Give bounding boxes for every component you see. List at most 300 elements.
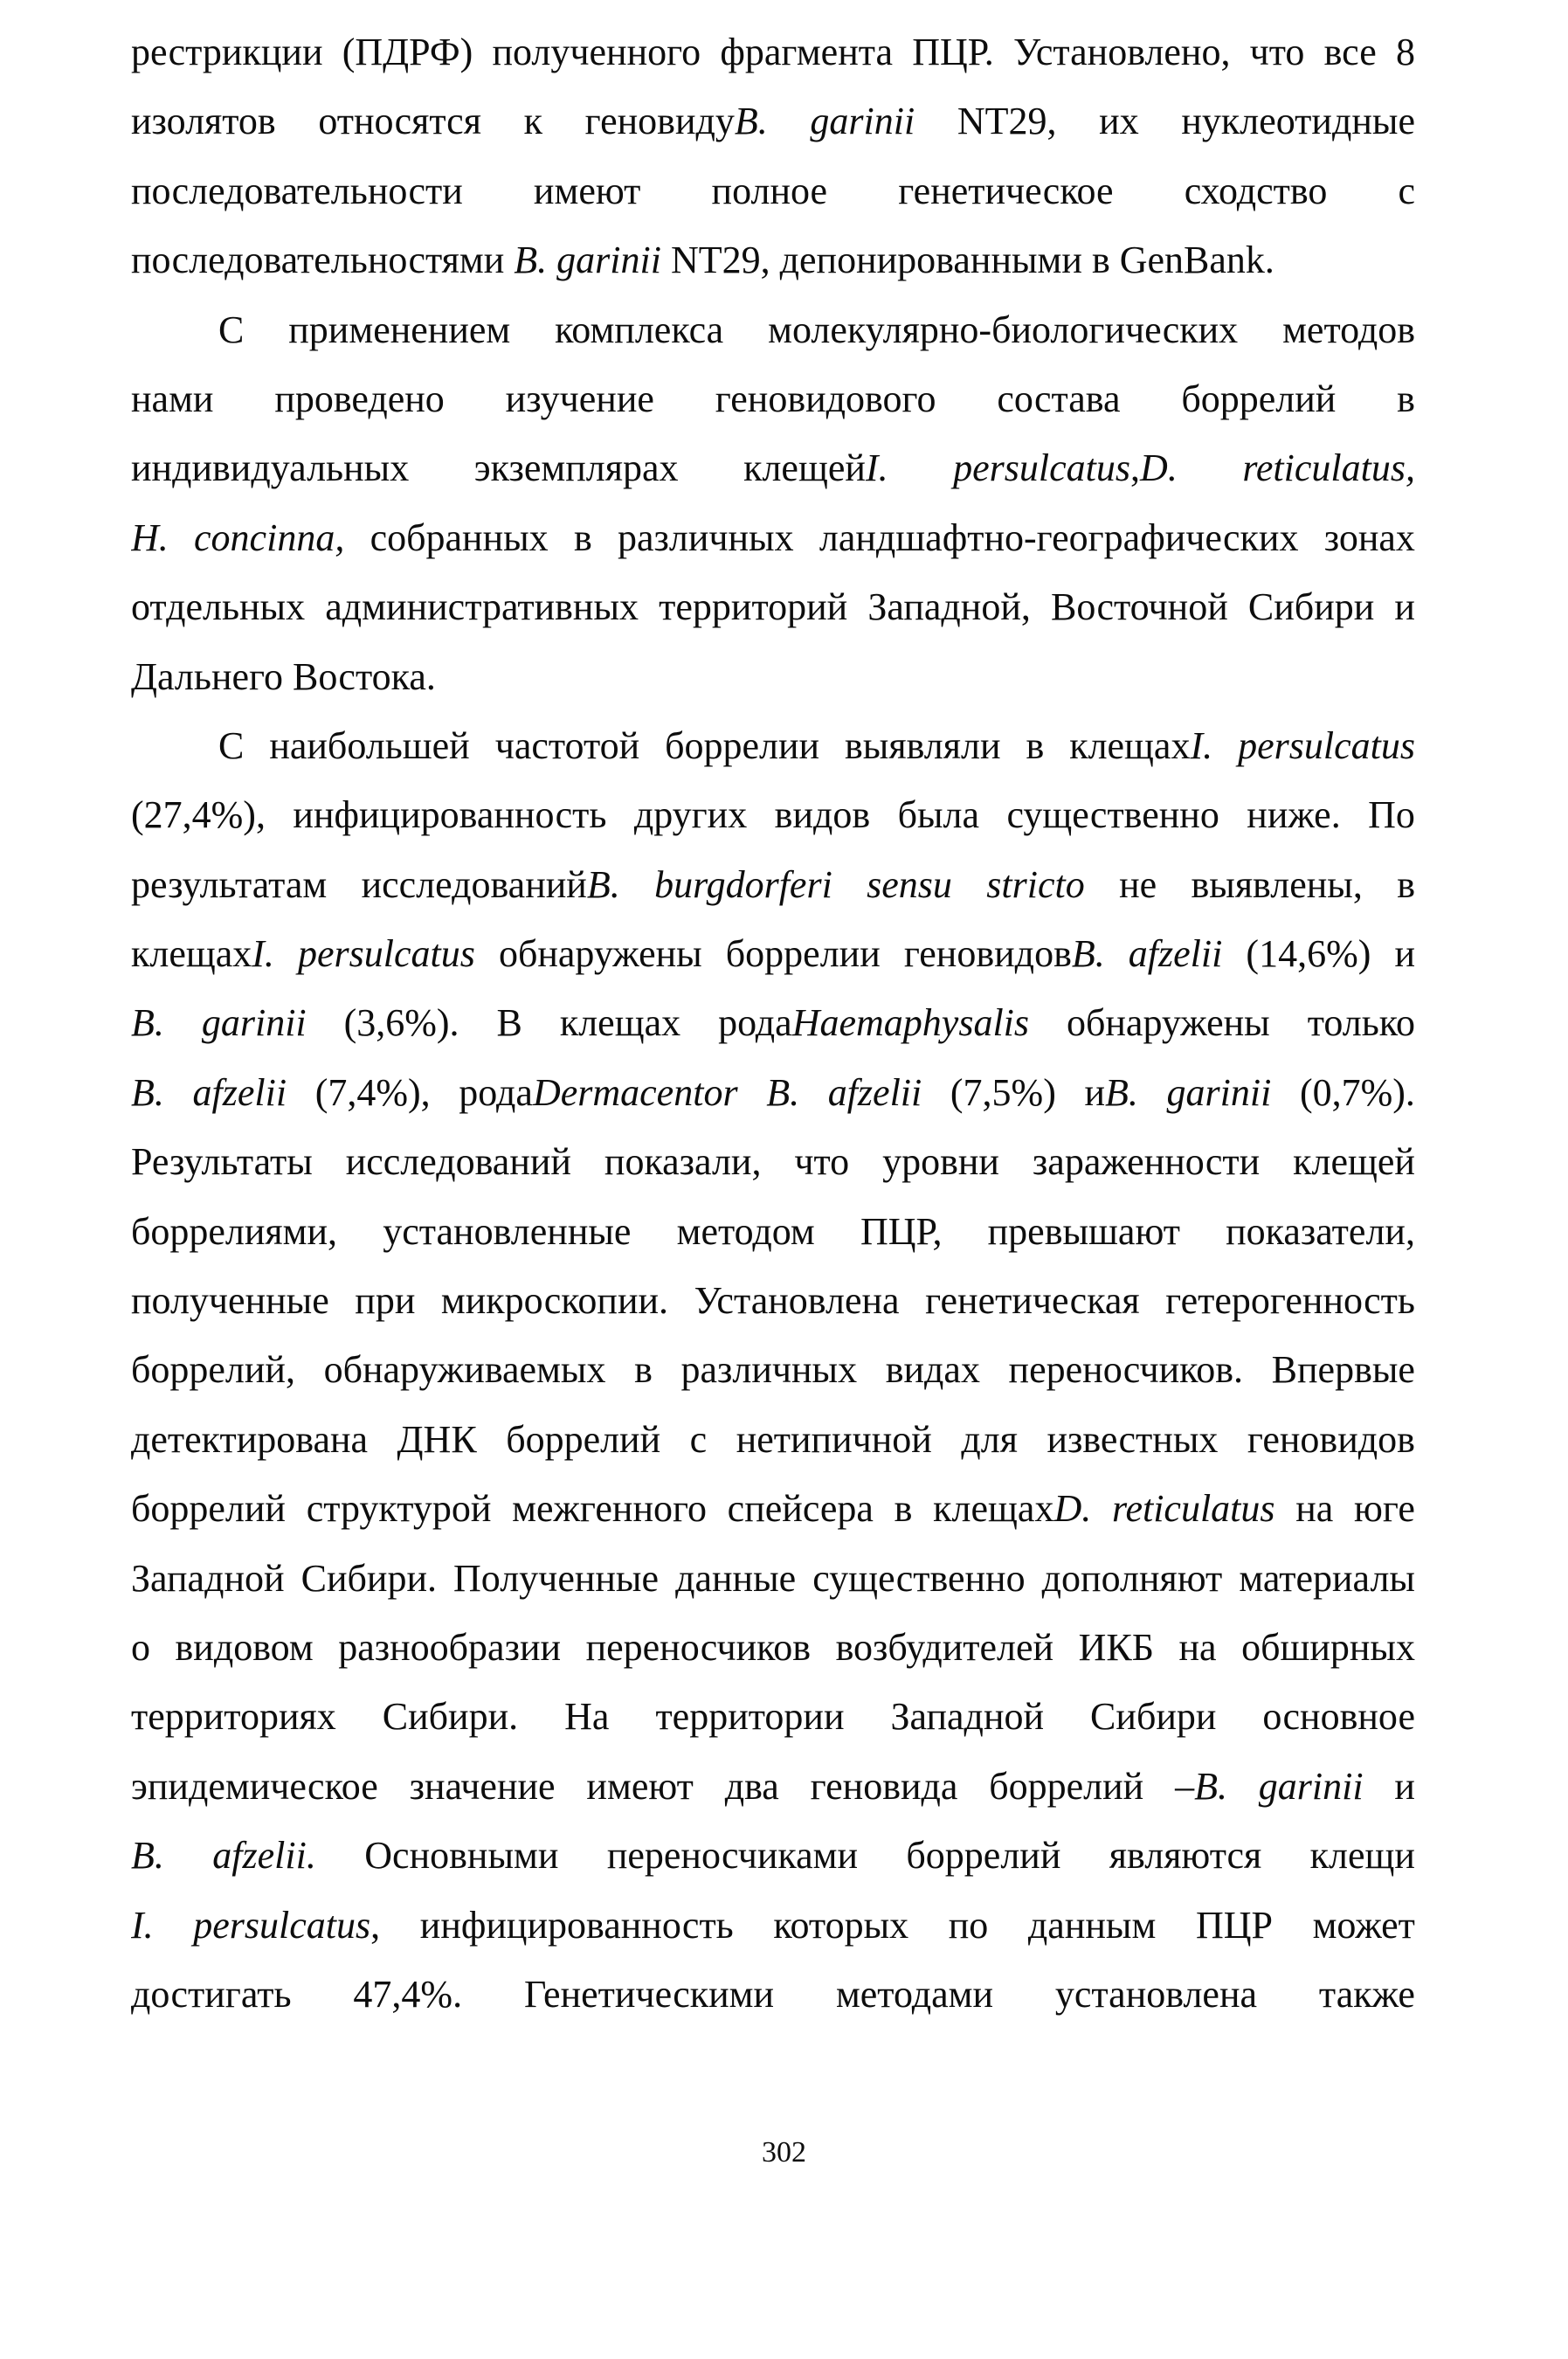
word [1394, 1752, 1415, 1821]
word-part: Установлена [694, 1279, 900, 1323]
word [728, 1474, 874, 1543]
word-part: данным [1027, 1903, 1157, 1947]
word [1394, 919, 1415, 988]
word-part: о [131, 1625, 150, 1669]
italic-word: burgdorferi [654, 862, 832, 906]
word-part: состава [997, 377, 1121, 420]
word-part: не [1119, 862, 1157, 906]
word [1226, 1197, 1415, 1266]
word [512, 1474, 707, 1543]
word [1181, 86, 1415, 156]
word-part: к [523, 100, 542, 143]
text-line [131, 1960, 1415, 2029]
word [506, 364, 654, 433]
word [986, 850, 1084, 919]
word [131, 433, 409, 502]
word [324, 1335, 606, 1404]
word-part: ИКБ [1078, 1625, 1154, 1669]
word-part: на [1295, 1487, 1334, 1531]
italic-word: reticulatus, [1242, 446, 1415, 490]
word-part: других [633, 793, 748, 837]
word [131, 503, 169, 572]
word [933, 1474, 1091, 1543]
word-part: Восточной [1051, 585, 1228, 629]
word [1178, 1613, 1216, 1682]
italic-word: afzelii [1128, 932, 1223, 976]
text-line [131, 1613, 1415, 1682]
word [607, 1821, 858, 1890]
word [726, 919, 881, 988]
word-part: существенно [812, 1556, 1026, 1600]
word-part: ПЦР [1195, 1903, 1273, 1947]
word-part: может [1312, 1903, 1415, 1947]
word-part: нетипичной [736, 1417, 932, 1461]
word-part: только [1307, 1001, 1415, 1045]
text-line [131, 572, 1415, 641]
italic-word: B. [131, 1834, 164, 1878]
word [1129, 919, 1223, 988]
word [1079, 1613, 1154, 1682]
italic-word: persulcatus [193, 1903, 371, 1947]
word-part: что [794, 1140, 850, 1184]
word-part: клещей [1293, 1140, 1415, 1184]
word [1175, 1752, 1227, 1821]
word [586, 1752, 693, 1821]
word [1051, 572, 1228, 641]
word-part: клещей [743, 446, 866, 490]
italic-word: H. [131, 515, 169, 559]
word-part: (14,6%) [1246, 932, 1371, 976]
word [218, 711, 244, 780]
page-number: 302 [762, 2136, 806, 2169]
word [474, 433, 679, 502]
word-part: клещи [1309, 1834, 1415, 1878]
word-part: межгенного [512, 1487, 707, 1531]
word [1394, 572, 1415, 641]
italic-word: I. [252, 932, 274, 976]
word [524, 86, 542, 156]
text-line [131, 1891, 1415, 1960]
word [895, 1474, 913, 1543]
italic-word: persulcatus [953, 446, 1131, 490]
word-part: применением [288, 308, 511, 351]
word [898, 156, 1113, 225]
word [555, 295, 723, 364]
word-part: их [1099, 100, 1139, 143]
word [1368, 780, 1415, 849]
word-part: генетическое [898, 169, 1114, 212]
word-part: обнаруживаемых [323, 1348, 606, 1392]
italic-word: persulcatus [298, 932, 475, 976]
italic-word: afzelii [827, 1070, 922, 1114]
word [1167, 1058, 1272, 1127]
word-part: собранных [370, 515, 549, 559]
word-part: территориях [131, 1695, 336, 1739]
word [193, 1058, 287, 1127]
text-line [131, 1127, 1415, 1196]
word [315, 1058, 431, 1127]
text-line [131, 1752, 1415, 1821]
word [585, 86, 768, 156]
word [680, 1335, 857, 1404]
word [534, 156, 640, 225]
word [131, 850, 327, 919]
word [1239, 1544, 1415, 1613]
text-line [131, 711, 1415, 780]
word-part: ПЦР, [860, 1209, 943, 1253]
word [1026, 711, 1044, 780]
word-part: экземплярах [473, 446, 679, 490]
word [1165, 1266, 1415, 1335]
word [131, 780, 266, 849]
word [828, 1058, 922, 1127]
word [1282, 295, 1415, 364]
word-part: Полученные [453, 1556, 660, 1600]
word [370, 503, 549, 572]
text-line [131, 1544, 1415, 1613]
word-part: Сибири. [382, 1695, 519, 1739]
word [1308, 988, 1415, 1057]
text-line [131, 156, 1415, 225]
word-part: боррелий [1181, 377, 1337, 420]
word [1397, 850, 1415, 919]
word-part: показали, [604, 1140, 762, 1184]
word [1055, 1960, 1257, 2029]
word [193, 1891, 380, 1960]
word [654, 850, 832, 919]
word-part: полное [711, 169, 828, 212]
word [307, 1474, 492, 1543]
word-part: По [1368, 793, 1415, 837]
word [953, 433, 1178, 502]
word-part: отдельных [131, 585, 306, 629]
text-line [131, 1197, 1415, 1266]
word-part: превышают [987, 1209, 1180, 1253]
italic-segment: B. garinii [514, 239, 661, 282]
word [131, 1891, 154, 1960]
word-part: Сибири [1090, 1695, 1217, 1739]
word [1246, 919, 1371, 988]
word-part: генетическая [925, 1279, 1140, 1323]
word [634, 1335, 653, 1404]
word [690, 1405, 708, 1474]
word-part: – [1175, 1764, 1195, 1808]
word [882, 1127, 999, 1196]
word-part: и [1394, 585, 1415, 629]
word [1109, 1821, 1261, 1890]
word-part: Западной [131, 1556, 285, 1600]
word [131, 1960, 292, 2029]
word [574, 503, 592, 572]
word-part: в [634, 1348, 653, 1392]
word-part: с [1398, 169, 1415, 212]
italic-word: persulcatus [1238, 723, 1415, 767]
word [912, 17, 994, 86]
word [618, 503, 794, 572]
word-part: в [1026, 723, 1045, 767]
word [301, 1544, 437, 1613]
italic-word: B. [766, 1070, 800, 1114]
word [794, 1127, 849, 1196]
word-part: детектирована [131, 1417, 369, 1461]
word [1397, 364, 1415, 433]
text-line [131, 364, 1415, 433]
word-part: значение [409, 1764, 556, 1808]
italic-word: Haemaphysalis [791, 1001, 1030, 1045]
word [383, 1197, 631, 1266]
word-part: территорий [659, 585, 848, 629]
word [560, 988, 680, 1057]
word-part: боррелии [665, 723, 820, 767]
word [1033, 1127, 1260, 1196]
word [318, 86, 481, 156]
italic-word: I. [131, 1903, 154, 1947]
word-part: видовом [175, 1625, 314, 1669]
word [131, 1821, 164, 1890]
word-part: боррелиями, [131, 1209, 338, 1253]
word [694, 1266, 900, 1335]
italic-word: B. [734, 100, 768, 143]
word [131, 1058, 164, 1127]
word-part: , [370, 1903, 381, 1947]
word [131, 1335, 295, 1404]
word-part: достигать [131, 1972, 292, 2016]
word-part: при [355, 1279, 416, 1323]
word-part: возбудителей [835, 1625, 1054, 1669]
word-part: дополняют [1041, 1556, 1223, 1600]
word [718, 988, 1029, 1057]
word-part: (0,7%). [1299, 1070, 1415, 1114]
text-segment: последовательностями [131, 239, 515, 282]
word-part: показатели, [1226, 1209, 1415, 1253]
word-part: которых [773, 1903, 909, 1947]
word [997, 364, 1120, 433]
word [131, 1405, 368, 1474]
word-part: В [496, 1001, 522, 1045]
word [1099, 86, 1139, 156]
text-segment: NT29, депонированными в GenBank. [660, 239, 1274, 282]
word-part: территории [655, 1695, 845, 1739]
word [497, 988, 522, 1057]
word-part: исследований [361, 862, 587, 906]
word [383, 1682, 518, 1751]
word [274, 364, 444, 433]
word-part: Сибири. [300, 1556, 437, 1600]
word-part: геновиду [584, 100, 735, 143]
text-line [131, 988, 1415, 1057]
word [131, 17, 322, 86]
italic-word: B. [131, 1070, 164, 1114]
word-part: переносчиками [606, 1834, 859, 1878]
word [768, 295, 1238, 364]
word [131, 364, 213, 433]
word [906, 1821, 1060, 1890]
word [1185, 156, 1328, 225]
word-part: NT29, [957, 100, 1057, 143]
word-part: геновидового [715, 377, 936, 420]
word [492, 17, 701, 86]
word [355, 1266, 415, 1335]
word-part: в [1397, 862, 1415, 906]
word [811, 1752, 958, 1821]
word [212, 1821, 316, 1890]
italic-word: I. [1190, 723, 1213, 767]
word [655, 1682, 844, 1751]
word-part: в [573, 515, 592, 559]
word-part: юге [1354, 1487, 1415, 1531]
word-part: Впервые [1271, 1348, 1415, 1392]
word [1398, 156, 1415, 225]
word-part: проведено [274, 377, 445, 420]
word [397, 1405, 477, 1474]
word [420, 1891, 734, 1960]
word-part: зонах [1323, 515, 1415, 559]
word-part: по [948, 1903, 989, 1947]
word [176, 1613, 314, 1682]
word [957, 86, 1057, 156]
word-part: и [1394, 1764, 1415, 1808]
word-part: исследований [345, 1140, 571, 1184]
word [860, 1197, 943, 1266]
word [346, 1127, 571, 1196]
italic-word: I. [865, 446, 888, 490]
word [499, 919, 702, 988]
word [836, 1613, 1054, 1682]
word [677, 1197, 815, 1266]
word-part: геновида [810, 1764, 958, 1808]
word-part: 8 [1395, 31, 1415, 73]
text-line [131, 850, 1415, 919]
text-line [131, 1058, 1415, 1127]
word-part: установленные [383, 1209, 632, 1253]
word-part: спейсера [727, 1487, 874, 1531]
word [1324, 503, 1415, 572]
word-part: (ПДРФ) [342, 31, 473, 73]
word-part: инфицированность [419, 1903, 734, 1947]
word-part: структурой [306, 1487, 492, 1531]
word [898, 780, 979, 849]
word [441, 1266, 668, 1335]
word [989, 1752, 1143, 1821]
word-part: Основными [364, 1834, 559, 1878]
word [131, 919, 274, 988]
word-part: разнообразии [338, 1625, 562, 1669]
word [812, 1544, 1025, 1613]
word [495, 711, 639, 780]
word [202, 988, 307, 1057]
word-part: изолятов [131, 100, 276, 143]
word [1293, 1127, 1415, 1196]
word [131, 156, 463, 225]
word-part: геновидов [1247, 1417, 1415, 1461]
italic-word: afzelii. [212, 1834, 316, 1878]
word [1006, 780, 1219, 849]
word [131, 572, 305, 641]
italic-word: concinna, [194, 515, 345, 559]
word [1248, 572, 1374, 641]
word-part: установлена [1054, 1972, 1258, 2016]
word-part: в [1397, 377, 1415, 420]
word [344, 988, 459, 1057]
word [410, 1752, 556, 1821]
word-part: молекулярно-биологических [768, 308, 1239, 351]
italic-word: garinii [201, 1001, 307, 1045]
word [1241, 1613, 1415, 1682]
text-line [131, 780, 1415, 849]
text-line [131, 433, 1415, 502]
italic-word: Dermacentor [532, 1070, 738, 1114]
word-part: данные [675, 1556, 797, 1600]
word-part: на [1178, 1625, 1217, 1669]
word [961, 1405, 1018, 1474]
word-part: боррелий [506, 1417, 661, 1461]
italic-word: garinii [1258, 1764, 1364, 1808]
word [1247, 1405, 1415, 1474]
body-text [131, 17, 1415, 2029]
word-part: обнаружены [1066, 1001, 1270, 1045]
word-part: в [894, 1487, 913, 1531]
word [836, 1960, 993, 2029]
word [459, 1058, 737, 1127]
word-part: методом [676, 1209, 815, 1253]
word-part: методов [1282, 308, 1415, 351]
italic-word: sensu [867, 862, 952, 906]
word [524, 1960, 774, 2029]
word [131, 86, 276, 156]
word [712, 156, 828, 225]
text-line [131, 1821, 1415, 1890]
text-line [131, 503, 1415, 572]
word-part: Генетическими [523, 1972, 775, 2016]
word-part: ландшафтно-географических [819, 515, 1299, 559]
word-part: и [1084, 1070, 1106, 1114]
word [1181, 364, 1336, 433]
word-part: клещах [559, 1001, 681, 1045]
word [131, 988, 164, 1057]
word-part: клещах [933, 1487, 1054, 1531]
word-part: частотой [494, 723, 640, 767]
word [604, 1127, 762, 1196]
word [867, 572, 1031, 641]
word [736, 1405, 932, 1474]
word-part: ПЦР. [912, 31, 994, 73]
word [1042, 1544, 1223, 1613]
word-part: сходство [1184, 169, 1328, 212]
word [288, 295, 510, 364]
word [634, 780, 747, 849]
word-part: что [1249, 31, 1305, 73]
word-part: все [1323, 31, 1377, 73]
word-part: ниже. [1247, 793, 1341, 837]
word [194, 503, 344, 572]
word [1009, 1335, 1244, 1404]
word-part: (3,6%). [343, 1001, 459, 1045]
word-part: была [897, 793, 980, 837]
word-part: Западной [890, 1695, 1045, 1739]
word [506, 1405, 660, 1474]
word [725, 1752, 779, 1821]
word [1310, 1821, 1415, 1890]
word [1247, 780, 1340, 849]
word-part: С [218, 308, 245, 351]
word [1354, 1474, 1415, 1543]
italic-word: B. [1105, 1070, 1138, 1114]
word [293, 780, 606, 849]
word-part: Западной, [867, 585, 1031, 629]
word-part: наибольшей [269, 723, 470, 767]
word-part: (27,4%), [131, 793, 266, 837]
word [131, 1682, 336, 1751]
